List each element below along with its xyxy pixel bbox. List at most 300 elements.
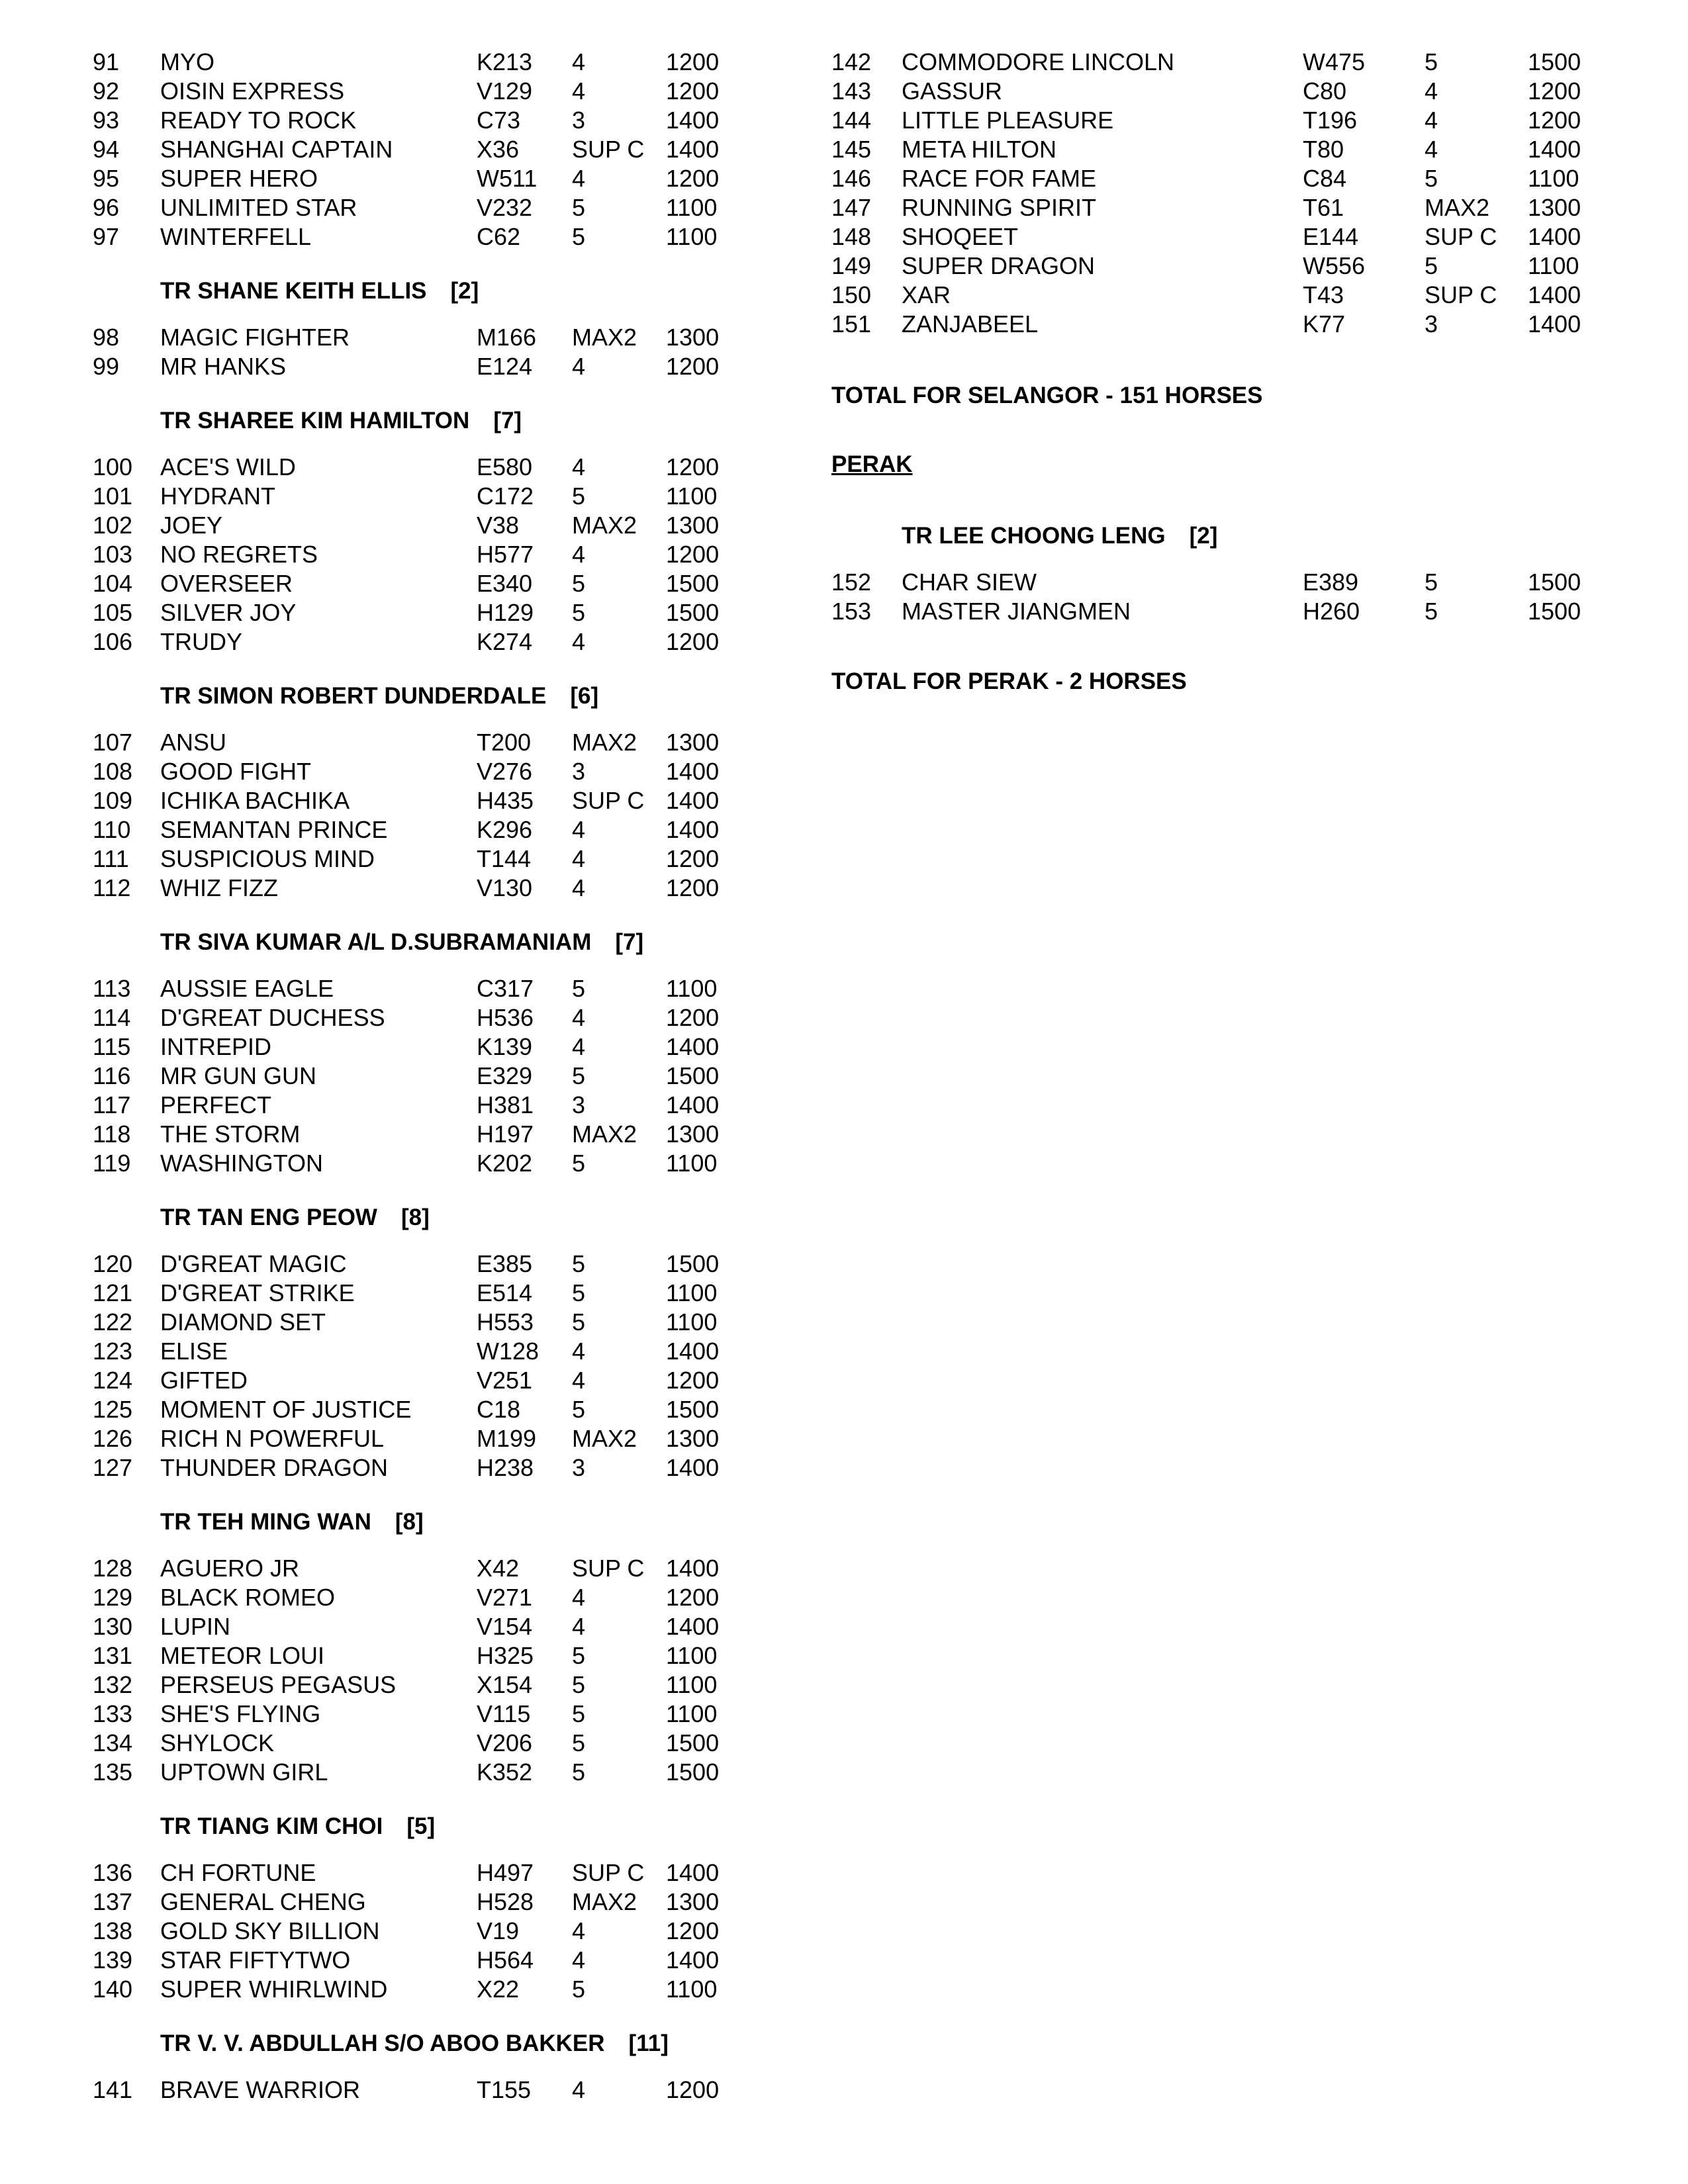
horse-count: [8] [400,1205,430,1230]
horse-grade: 3 [572,1454,586,1481]
horse-number: 131 [93,1642,133,1669]
horse-row [827,568,1688,597]
horse-number: 91 [93,48,120,75]
horse-count: [2] [1189,523,1218,549]
horse-number: 108 [93,758,133,785]
horse-row [0,453,827,482]
horse-grade: 5 [572,1396,586,1423]
horse-code: W556 [1303,252,1366,279]
horse-row [0,974,827,1003]
horse-code: W475 [1303,48,1366,75]
horse-number: 124 [93,1367,133,1394]
horse-name: RUNNING SPIRIT [902,194,1097,221]
horse-name: UPTOWN GIRL [160,1758,328,1786]
horse-distance: 1100 [666,194,718,221]
trainer-heading [160,682,598,711]
trainer-heading [160,1812,435,1841]
horse-grade: 4 [1425,136,1438,163]
horse-code: H129 [477,599,534,626]
horse-number: 139 [93,1946,133,1974]
horse-distance: 1500 [666,599,720,626]
horse-distance: 1500 [666,570,720,597]
horse-row [0,1858,827,1888]
horse-distance: 1200 [666,353,720,380]
horse-distance: 1300 [1528,194,1581,221]
horse-row [827,281,1688,310]
horse-number: 138 [93,1917,133,1944]
horse-distance: 1100 [1528,165,1579,192]
horse-count: [7] [493,408,522,433]
horse-name: READY TO ROCK [160,107,357,134]
horse-grade: 4 [572,165,586,192]
horse-code: K139 [477,1033,533,1060]
horse-row [827,251,1688,281]
horse-name: ACE'S WILD [160,453,296,480]
horse-number: 105 [93,599,133,626]
trainer-name: TR SIVA KUMAR A/L D.SUBRAMANIAM [160,929,592,955]
horse-grade: 4 [572,353,586,380]
horse-code: T61 [1303,194,1344,221]
horse-number: 125 [93,1396,133,1423]
horse-number: 95 [93,165,120,192]
horse-code: T200 [477,729,532,756]
horse-grade: SUP C [1425,223,1497,250]
horse-code: K77 [1303,310,1346,338]
horse-code: K296 [477,816,533,843]
horse-grade: 4 [572,48,586,75]
horse-number: 129 [93,1584,133,1611]
horse-code: W511 [477,165,538,192]
trainer-name: TR TAN ENG PEOW [160,1205,377,1230]
horse-row [0,728,827,757]
horse-code: V115 [477,1700,531,1727]
horse-row [827,597,1688,626]
horse-grade: SUP C [572,1859,645,1886]
horse-distance: 1200 [666,165,720,192]
trainer-heading [160,1203,430,1232]
horse-count: [11] [628,2030,669,2056]
horse-distance: 1100 [666,1671,718,1698]
horse-code: C62 [477,223,521,250]
horse-row [0,1279,827,1308]
horse-name: PERSEUS PEGASUS [160,1671,397,1698]
horse-number: 144 [831,107,872,134]
horse-row [0,1975,827,2004]
horse-name: META HILTON [902,136,1057,163]
horse-number: 132 [93,1671,133,1698]
horse-distance: 1400 [666,1091,720,1118]
horse-grade: 5 [572,1729,586,1756]
perak-section-title: PERAK [831,451,913,477]
trainer-heading [902,522,1217,551]
horse-name: BLACK ROMEO [160,1584,336,1611]
horse-name: SHE'S FLYING [160,1700,321,1727]
horse-row [0,1062,827,1091]
horse-name: SUSPICIOUS MIND [160,845,375,872]
horse-distance: 1200 [666,453,720,480]
horse-name: ANSU [160,729,227,756]
horse-row [0,135,827,164]
horse-row [0,1003,827,1032]
horse-distance: 1200 [666,77,720,105]
horse-code: C73 [477,107,521,134]
horse-code: E124 [477,353,533,380]
trainer-name: TR SIMON ROBERT DUNDERDALE [160,683,547,709]
horse-distance: 1500 [666,1729,720,1756]
horse-number: 152 [831,569,872,596]
horse-grade: 4 [1425,107,1438,134]
horse-code: T155 [477,2076,532,2103]
horse-distance: 1500 [666,1250,720,1277]
horse-distance: 1200 [666,541,720,568]
horse-grade: 4 [572,874,586,901]
trainer-name: TR SHANE KEITH ELLIS [160,278,427,304]
horse-name: THE STORM [160,1120,301,1148]
horse-name: OVERSEER [160,570,293,597]
horse-grade: 5 [572,1642,586,1669]
horse-code: H528 [477,1888,534,1915]
horse-count: [2] [450,278,479,304]
horse-code: M166 [477,324,537,351]
horse-grade: 4 [572,845,586,872]
horse-grade: MAX2 [572,1425,637,1452]
horse-code: X36 [477,136,520,163]
horse-row [827,135,1688,164]
horse-code: V276 [477,758,533,785]
horse-row [0,1308,827,1337]
horse-number: 94 [93,136,120,163]
horse-distance: 1200 [666,1584,720,1611]
horse-distance: 1100 [666,1150,718,1177]
horse-code: V271 [477,1584,533,1611]
horse-grade: 3 [1425,310,1438,338]
horse-distance: 1200 [666,1917,720,1944]
horse-name: UNLIMITED STAR [160,194,357,221]
horse-row [0,1670,827,1700]
horse-grade: MAX2 [572,1120,637,1148]
horse-row [0,569,827,598]
horse-grade: 5 [572,1758,586,1786]
horse-number: 120 [93,1250,133,1277]
horse-distance: 1400 [666,1454,720,1481]
horse-row [0,1700,827,1729]
horse-name: WASHINGTON [160,1150,324,1177]
horse-row [0,77,827,106]
horse-name: XAR [902,281,951,308]
horse-name: LITTLE PLEASURE [902,107,1114,134]
horse-number: 110 [93,816,131,843]
trainer-name: TR TEH MING WAN [160,1509,371,1535]
horse-grade: 4 [572,1613,586,1640]
horse-number: 147 [831,194,872,221]
horse-row [0,1758,827,1787]
trainer-name: TR SHAREE KIM HAMILTON [160,408,470,433]
horse-number: 121 [93,1279,133,1306]
horse-row [0,815,827,844]
horse-name: GOLD SKY BILLION [160,1917,380,1944]
horse-code: E329 [477,1062,533,1089]
horse-grade: 5 [572,1308,586,1336]
trainer-name: TR V. V. ABDULLAH S/O ABOO BAKKER [160,2030,605,2056]
perak-total: TOTAL FOR PERAK - 2 HORSES [831,668,1187,694]
horse-distance: 1500 [666,1062,720,1089]
horse-number: 101 [93,482,133,510]
horse-grade: 5 [572,599,586,626]
horse-name: OISIN EXPRESS [160,77,345,105]
trainer-heading [160,406,522,435]
horse-row [827,222,1688,251]
horse-name: SILVER JOY [160,599,297,626]
horse-row [0,1337,827,1366]
horse-distance: 1400 [1528,310,1581,338]
horse-code: T43 [1303,281,1344,308]
horse-number: 100 [93,453,133,480]
horse-distance: 1100 [666,482,718,510]
horse-name: AUSSIE EAGLE [160,975,334,1002]
horse-name: WINTERFELL [160,223,312,250]
horse-name: METEOR LOUI [160,1642,325,1669]
horse-code: K213 [477,48,533,75]
horse-code: H238 [477,1454,534,1481]
horse-distance: 1200 [666,48,720,75]
horse-row [0,511,827,540]
horse-number: 102 [93,512,133,539]
horse-row [0,1583,827,1612]
horse-name: D'GREAT DUCHESS [160,1004,385,1031]
horse-number: 118 [93,1120,131,1148]
horse-number: 149 [831,252,872,279]
horse-code: H325 [477,1642,534,1669]
horse-name: MASTER JIANGMEN [902,598,1131,625]
horse-code: T80 [1303,136,1344,163]
horse-code: X42 [477,1555,520,1582]
horse-grade: 4 [572,628,586,655]
horse-name: INTREPID [160,1033,272,1060]
horse-row [0,482,827,511]
horse-row [0,1366,827,1395]
horse-row [0,323,827,352]
horse-code: V129 [477,77,533,105]
horse-grade: 3 [572,1091,586,1118]
horse-number: 106 [93,628,133,655]
horse-code: V38 [477,512,520,539]
horse-row [827,193,1688,222]
horse-grade: 5 [572,1062,586,1089]
horse-name: AGUERO JR [160,1555,300,1582]
horse-grade: 5 [1425,165,1438,192]
horse-number: 115 [93,1033,131,1060]
horse-distance: 1200 [1528,77,1581,105]
horse-row [0,1554,827,1583]
horse-distance: 1300 [666,1425,720,1452]
horse-code: V251 [477,1367,533,1394]
horse-row [827,164,1688,193]
horse-distance: 1500 [666,1396,720,1423]
horse-name: SUPER DRAGON [902,252,1096,279]
horse-name: SHYLOCK [160,1729,275,1756]
horse-row [0,1612,827,1641]
horse-number: 116 [93,1062,131,1089]
horse-grade: 5 [572,1976,586,2003]
horse-code: E580 [477,453,533,480]
horse-code: E385 [477,1250,533,1277]
horse-grade: 5 [1425,48,1438,75]
horse-grade: 4 [572,453,586,480]
horse-number: 137 [93,1888,133,1915]
trainer-heading [160,2029,669,2058]
horse-code: H577 [477,541,534,568]
horse-number: 98 [93,324,120,351]
horse-number: 119 [93,1150,131,1177]
horse-code: V154 [477,1613,533,1640]
horse-code: V19 [477,1917,520,1944]
horse-row [0,164,827,193]
horse-name: NO REGRETS [160,541,318,568]
horse-grade: MAX2 [572,512,637,539]
horse-grade: 4 [572,1004,586,1031]
horse-distance: 1500 [1528,569,1581,596]
horse-grade: 5 [572,1671,586,1698]
horse-code: H536 [477,1004,534,1031]
horse-row [0,786,827,815]
horse-code: T144 [477,845,532,872]
horse-code: C317 [477,975,534,1002]
horse-row [0,222,827,251]
horse-name: STAR FIFTYTWO [160,1946,351,1974]
horse-number: 135 [93,1758,133,1786]
horse-row [827,310,1688,339]
horse-name: D'GREAT MAGIC [160,1250,347,1277]
horse-row [0,106,827,135]
horse-number: 92 [93,77,120,105]
horse-row [0,1032,827,1062]
horse-name: D'GREAT STRIKE [160,1279,355,1306]
horse-distance: 1100 [666,1700,718,1727]
horse-number: 143 [831,77,872,105]
horse-distance: 1100 [666,1642,718,1669]
horse-grade: 4 [572,1946,586,1974]
horse-grade: 4 [572,77,586,105]
horse-distance: 1300 [666,324,720,351]
horse-number: 153 [831,598,872,625]
horse-row [0,1395,827,1424]
horse-distance: 1200 [1528,107,1581,134]
horse-distance: 1500 [1528,598,1581,625]
horse-distance: 1400 [666,136,720,163]
horse-name: MR HANKS [160,353,287,380]
horse-grade: MAX2 [1425,194,1490,221]
horse-row [0,1917,827,1946]
horse-distance: 1300 [666,1888,720,1915]
horse-code: E340 [477,570,533,597]
horse-row [0,1729,827,1758]
horse-grade: 5 [1425,252,1438,279]
horse-name: ELISE [160,1338,228,1365]
horse-grade: 5 [572,194,586,221]
horse-row [827,106,1688,135]
horse-distance: 1100 [666,223,718,250]
horse-name: BRAVE WARRIOR [160,2076,361,2103]
horse-grade: SUP C [1425,281,1497,308]
horse-number: 151 [831,310,872,338]
horse-code: C18 [477,1396,521,1423]
horse-name: SUPER WHIRLWIND [160,1976,388,2003]
horse-row [0,1453,827,1482]
horse-number: 142 [831,48,872,75]
horse-distance: 1300 [666,729,720,756]
horse-count: [5] [406,1813,436,1839]
horse-row [0,540,827,569]
horse-number: 141 [93,2076,133,2103]
horse-distance: 1100 [666,1279,718,1306]
horse-distance: 1500 [666,1758,720,1786]
horse-row [827,48,1688,77]
horse-grade: 5 [572,1150,586,1177]
horse-number: 122 [93,1308,133,1336]
horse-number: 123 [93,1338,133,1365]
horse-number: 104 [93,570,133,597]
horse-distance: 1400 [666,758,720,785]
horse-code: W128 [477,1338,539,1365]
horse-code: H260 [1303,598,1360,625]
horse-distance: 1400 [666,1338,720,1365]
horse-grade: SUP C [572,1555,645,1582]
horse-grade: 5 [572,570,586,597]
selangor-total: TOTAL FOR SELANGOR - 151 HORSES [831,383,1263,408]
horse-row [827,77,1688,106]
horse-distance: 1400 [666,816,720,843]
horse-name: TRUDY [160,628,242,655]
horse-code: H497 [477,1859,534,1886]
horse-number: 145 [831,136,872,163]
horse-number: 130 [93,1613,133,1640]
horse-row [0,757,827,786]
horse-name: ICHIKA BACHIKA [160,787,350,814]
horse-distance: 1400 [666,1555,720,1582]
horse-number: 133 [93,1700,133,1727]
horse-number: 103 [93,541,133,568]
horse-row [0,1149,827,1178]
horse-distance: 1200 [666,2076,720,2103]
horse-number: 127 [93,1454,133,1481]
horse-number: 128 [93,1555,133,1582]
horse-name: CHAR SIEW [902,569,1037,596]
horse-row [0,1120,827,1149]
horse-distance: 1400 [1528,136,1581,163]
horse-name: CH FORTUNE [160,1859,316,1886]
horse-number: 107 [93,729,133,756]
horse-name: WHIZ FIZZ [160,874,278,901]
trainer-name: TR LEE CHOONG LENG [902,523,1166,549]
horse-name: SHANGHAI CAPTAIN [160,136,393,163]
horse-grade: 4 [572,1338,586,1365]
horse-code: K274 [477,628,533,655]
horse-distance: 1100 [666,975,718,1002]
horse-number: 109 [93,787,133,814]
horse-row [0,1424,827,1453]
horse-grade: SUP C [572,787,645,814]
horse-grade: SUP C [572,136,645,163]
horse-grade: 4 [572,541,586,568]
horse-code: V130 [477,874,533,901]
horse-row [0,48,827,77]
horse-row [0,874,827,903]
horse-row [0,1946,827,1975]
horse-grade: 5 [572,1250,586,1277]
horse-number: 99 [93,353,120,380]
horse-distance: 1400 [666,1946,720,1974]
horse-number: 148 [831,223,872,250]
